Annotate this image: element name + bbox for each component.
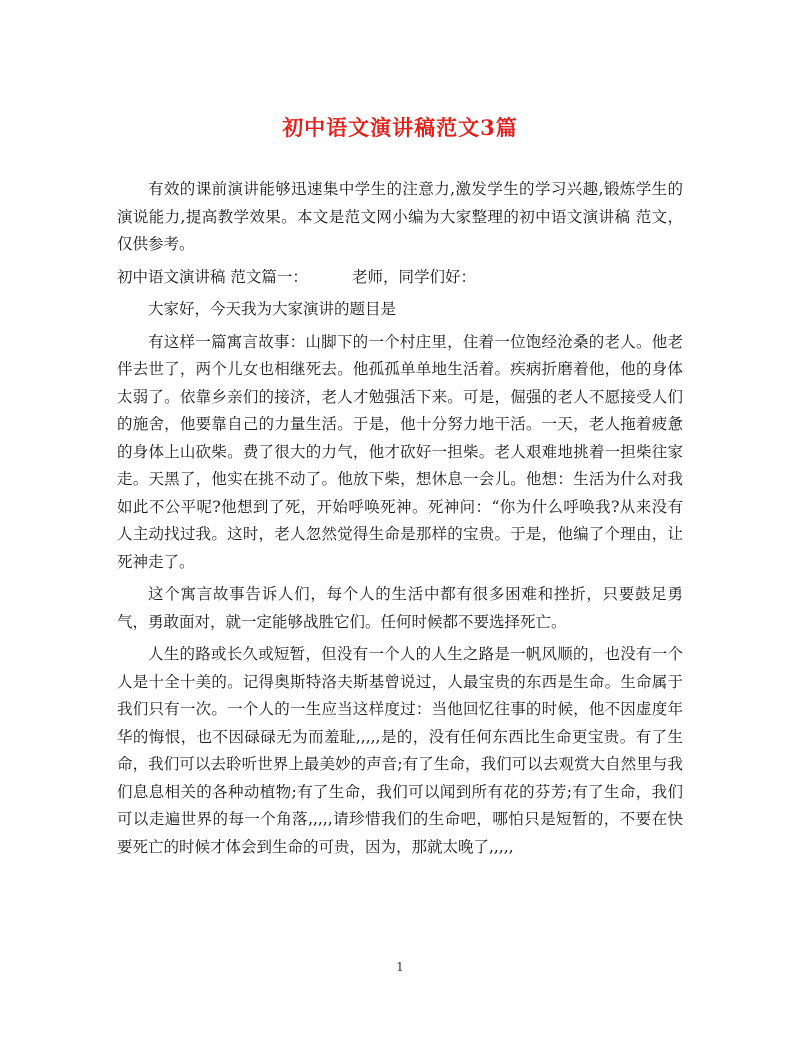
document-body xyxy=(117,176,683,866)
body-paragraph: 大家好，今天我为大家演讲的题目是 xyxy=(148,300,397,318)
body-paragraph: 人生的路或长久或短暂，但没有一个人的人生之路是一帆风顺的，也没有一个人是十全十美的。记得奥斯特洛夫斯基曾说过，人最宝贵的东西是生命。生命属于我们只有一次。一个人的一生应当这样度过：当他回忆往事的时候，他不因虚度年华的悔恨，也不因碌碌无为而羞耻,,,,,是的，没有任何东西比生命更宝贵。有了生命，我们可以去聆听世界上最美妙的声音;有了生命，我们可以去观赏大自然里与我们息息相关的各种动植物;有了生命，我们可以闻到所有花的芬芳;有了生命，我们可以走遍世界的每一个角落,,,,,请珍惜我们的生命吧，哪怕只是短暂的，不要在快要死亡的时候才体会到生命的可贵，因为，那就太晚了,,,,, xyxy=(117,645,683,856)
section-heading: 初中语文演讲稿 范文篇一： xyxy=(117,267,308,286)
intro-paragraph: 有效的课前演讲能够迅速集中学生的注意力,激发学生的学习兴趣,锻炼学生的演说能力,提高教学效果。本文是范文网小编为大家整理的初中语文演讲稿 范文，仅供参考。 xyxy=(117,180,683,253)
body-paragraph: 有这样一篇寓言故事：山脚下的一个村庄里，住着一位饱经沧桑的老人。他老伴去世了，两个儿女也相继死去。他孤孤单单地生活着。疾病折磨着他，他的身体太弱了。依靠乡亲们的接济，老人才勉强活下来。可是，倔强的老人不愿接受人们的施舍，他要靠自己的力量生活。于是，他十分努力地干活。一天，老人拖着疲惫的身体上山砍柴。费了很大的力气，他才砍好一担柴。老人艰难地挑着一担柴往家走。天黑了，他实在挑不动了。他放下柴，想休息一会儿。他想：生活为什么对我如此不公平呢?他想到了死，开始呼唤死神。死神问：“你为什么呼唤我?从来没有人主动找过我。这时，老人忽然觉得生命是那样的宝贵。于是，他编了个理由，让死神走了。 xyxy=(117,332,683,571)
section-heading-line xyxy=(117,264,683,292)
greeting: 老师，同学们好： xyxy=(351,267,476,286)
body-paragraph: 这个寓言故事告诉人们，每个人的生活中都有很多困难和挫折，只要鼓足勇气，勇敢面对，就一定能够战胜它们。任何时候都不要选择死亡。 xyxy=(117,585,683,631)
document-title: 初中语文演讲稿范文3篇 xyxy=(282,115,518,140)
page-number: 1 xyxy=(396,960,404,974)
